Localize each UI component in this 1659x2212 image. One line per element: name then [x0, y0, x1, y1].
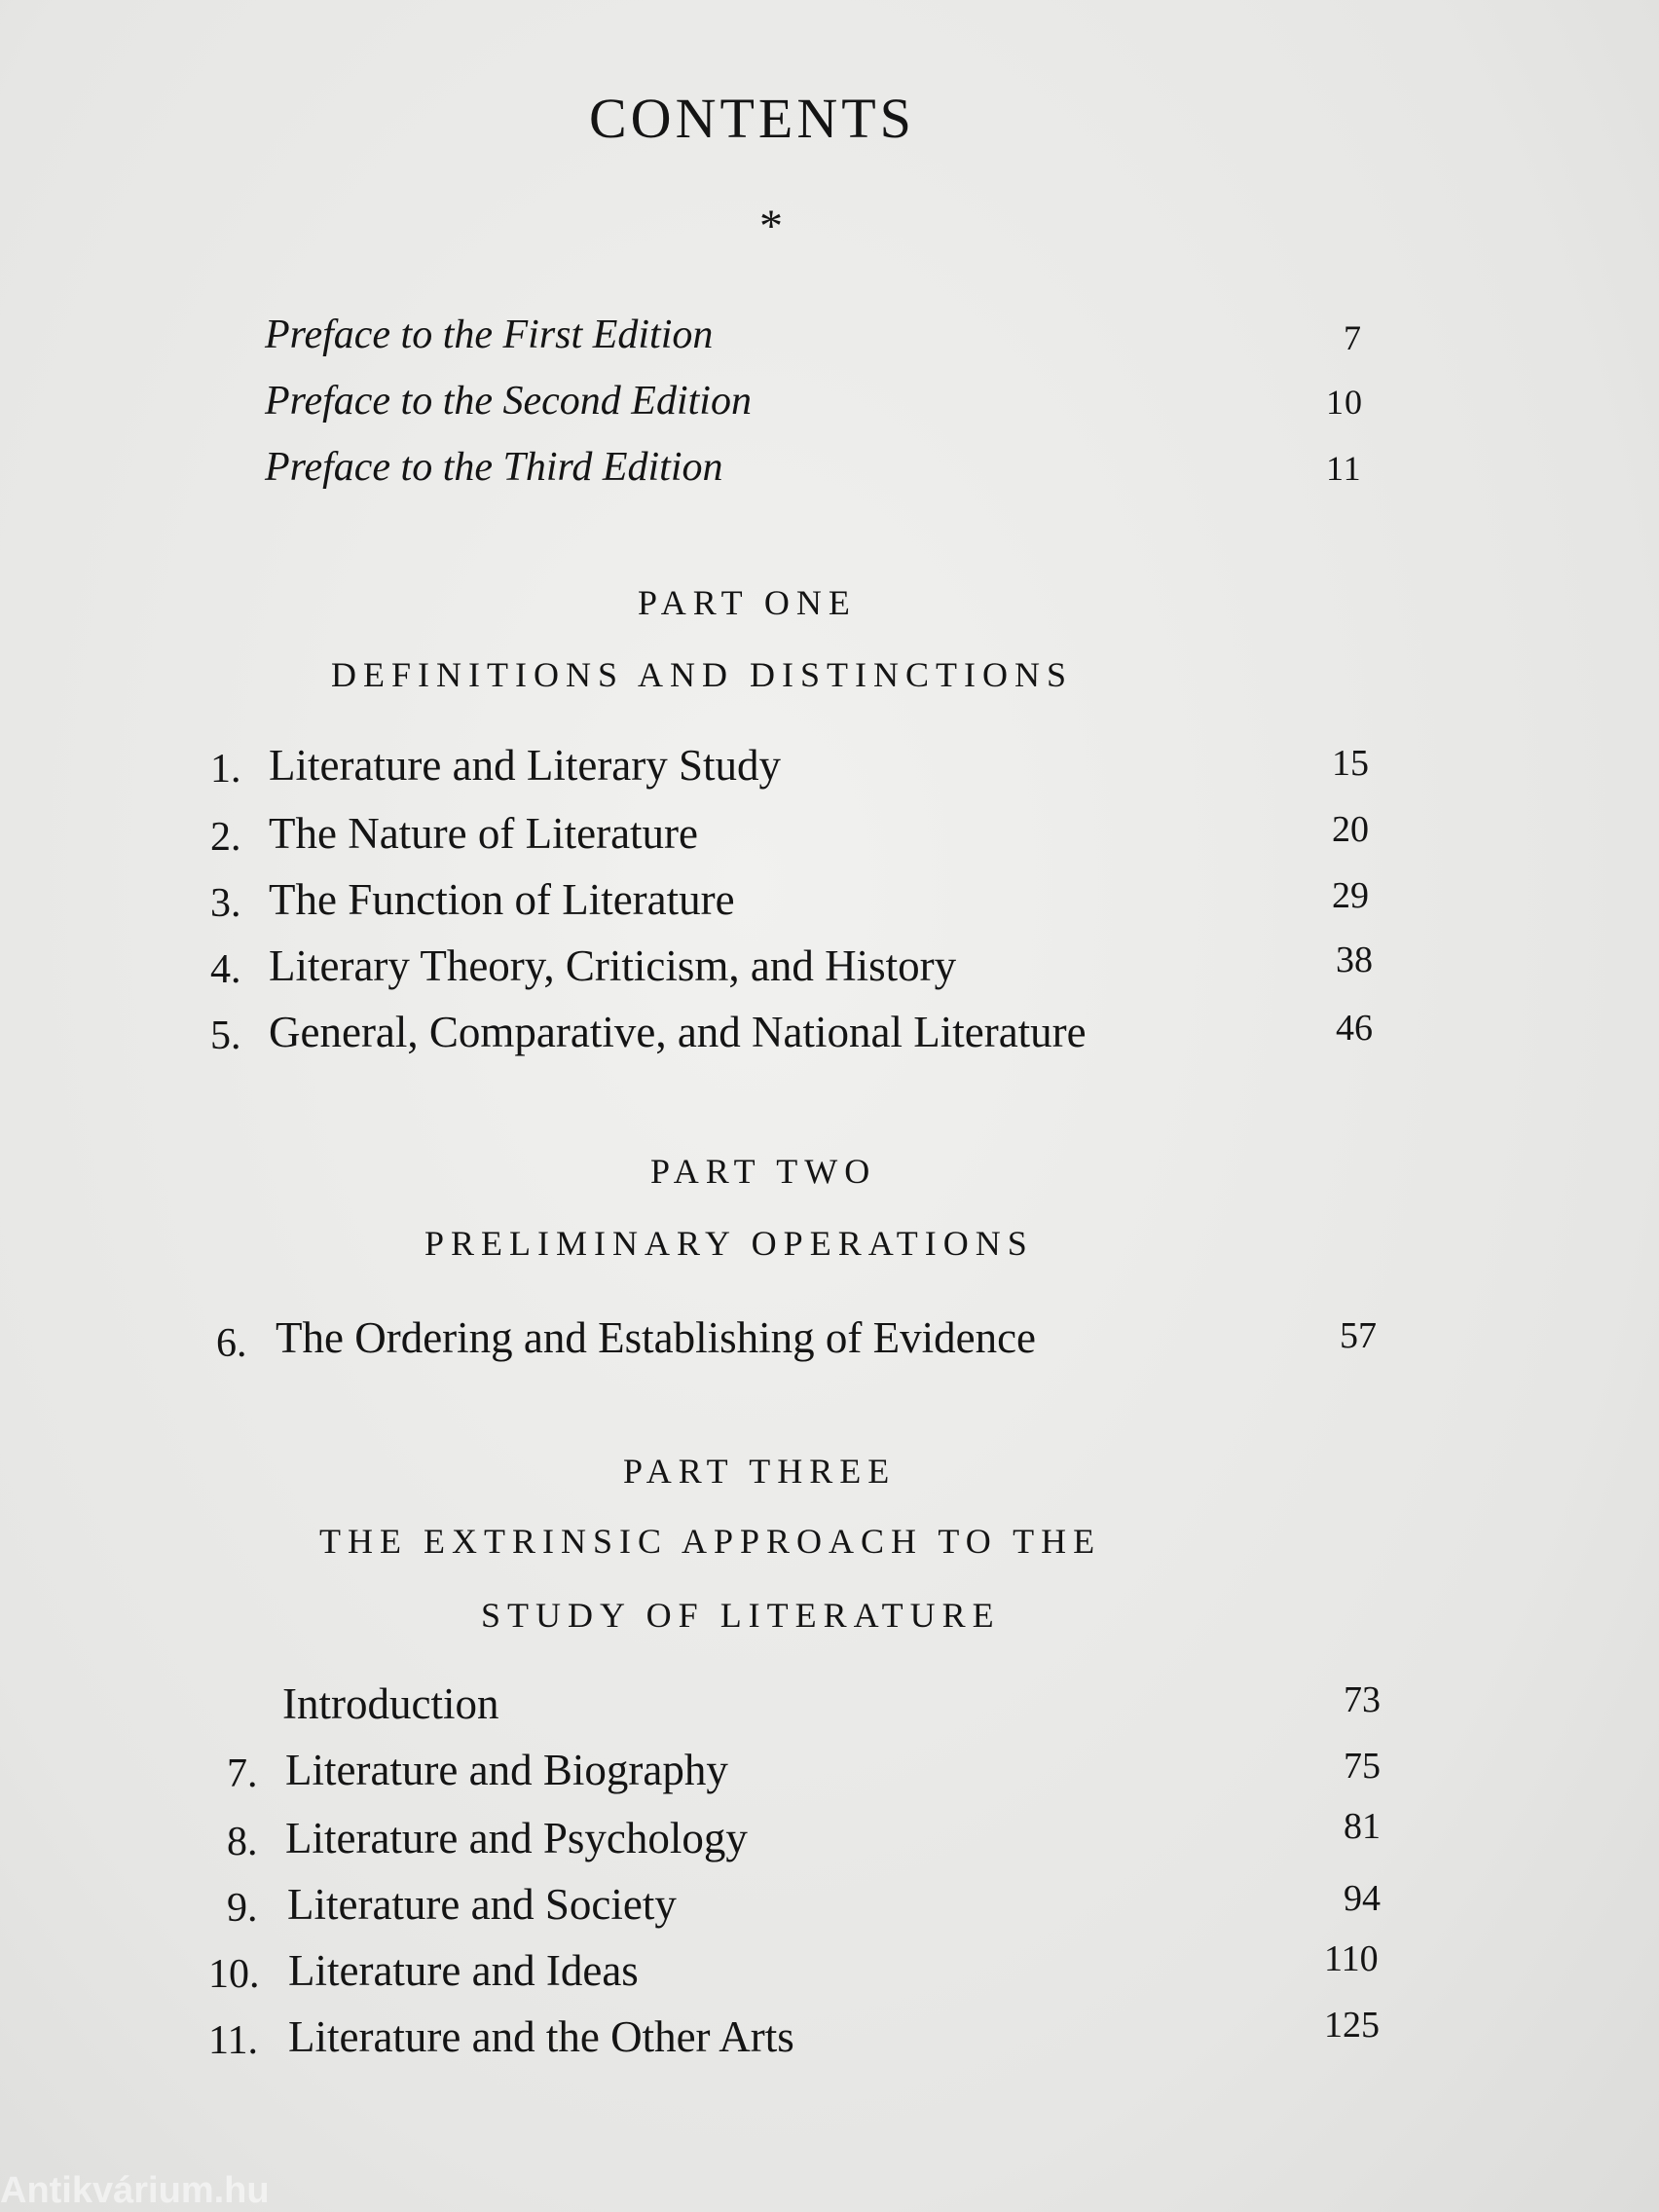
watermark: Antikvárium.hu	[0, 2170, 270, 2211]
entry-number: 7.	[227, 1751, 258, 1796]
entry-number: 8.	[227, 1820, 258, 1864]
entry-title: The Ordering and Establishing of Evidence	[276, 1313, 1037, 1362]
entry-page: 94	[1344, 1878, 1381, 1919]
entry-title: The Nature of Literature	[269, 809, 699, 858]
preface-1-title: Preface to the First Edition	[265, 313, 714, 357]
ornament: *	[759, 201, 783, 252]
preface-3-title: Preface to the Third Edition	[265, 445, 723, 490]
part-three-heading-line-2: STUDY OF LITERATURE	[481, 1596, 1001, 1635]
entry-title: Literature and Ideas	[288, 1946, 639, 1995]
entry-number: 3.	[210, 881, 241, 926]
entry-title: Literature and Psychology	[285, 1814, 748, 1862]
entry-page: 73	[1344, 1679, 1381, 1720]
entry-page: 81	[1344, 1806, 1381, 1847]
preface-1-page: 7	[1344, 318, 1362, 357]
preface-3-page: 11	[1326, 449, 1362, 488]
entry-number: 10.	[208, 1952, 260, 1997]
entry-title: The Function of Literature	[269, 875, 735, 924]
page-title: CONTENTS	[589, 87, 915, 150]
part-two-heading: PRELIMINARY OPERATIONS	[424, 1224, 1034, 1263]
entry-number: 6.	[216, 1321, 247, 1366]
entry-page: 110	[1324, 1938, 1379, 1979]
entry-number: 4.	[210, 947, 241, 992]
entry-number: 2.	[210, 815, 241, 860]
part-one-label: PART ONE	[638, 583, 857, 622]
part-three-heading-line-1: THE EXTRINSIC APPROACH TO THE	[319, 1522, 1102, 1561]
entry-page: 75	[1344, 1746, 1381, 1787]
entry-number: 9.	[227, 1886, 258, 1931]
entry-page: 57	[1340, 1315, 1377, 1356]
entry-number: 5.	[210, 1014, 241, 1058]
entry-title: Literature and Literary Study	[269, 741, 782, 790]
entry-number: 1.	[210, 747, 241, 792]
part-three-label: PART THREE	[623, 1452, 897, 1491]
entry-page: 38	[1336, 940, 1373, 980]
entry-number: 11.	[208, 2018, 258, 2063]
entry-title: Literature and Biography	[285, 1746, 728, 1794]
entry-title: Literary Theory, Criticism, and History	[269, 941, 957, 990]
entry-title: Literature and Society	[287, 1880, 677, 1929]
entry-page: 125	[1324, 2005, 1380, 2046]
entry-title: Introduction	[282, 1679, 499, 1728]
entry-title: Literature and the Other Arts	[288, 2012, 794, 2061]
entry-page: 20	[1332, 809, 1369, 850]
part-one-heading: DEFINITIONS AND DISTINCTIONS	[331, 655, 1073, 694]
entry-page: 15	[1332, 743, 1369, 784]
preface-2-page: 10	[1326, 383, 1363, 422]
preface-2-title: Preface to the Second Edition	[265, 379, 752, 424]
entry-page: 29	[1332, 875, 1369, 916]
entry-title: General, Comparative, and National Literature	[269, 1008, 1087, 1056]
part-two-label: PART TWO	[650, 1152, 877, 1191]
entry-page: 46	[1336, 1008, 1373, 1049]
